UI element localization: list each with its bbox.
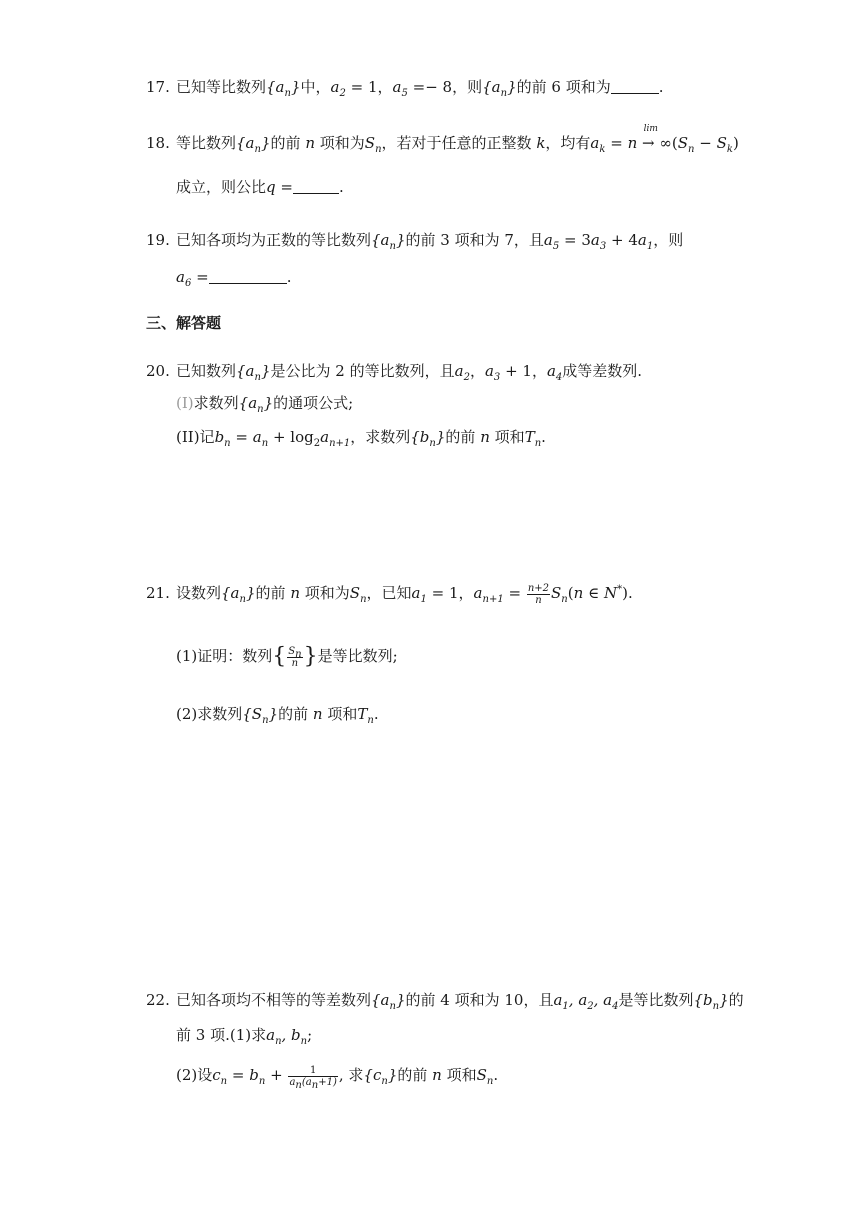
question-18: 18. 等比数列$\{a_n\}$的前 n 项和为$S_n$，若对于任意的正整数 k，均有$a_k$ = lim $n \to \infty(S_n - S_k)$ <box>146 132 739 154</box>
question-22: 22. 已知各项均不相等的等差数列$\{a_n\}$的前 4 项和为 10，且$a_1$, $a_2$, $a_4$是等比数列$\{b_n\}$的 <box>146 991 744 1012</box>
answer-blank <box>293 179 339 194</box>
question-number: 20. <box>146 362 170 380</box>
fraction: $\frac{1}{a_n(a_n+1)}$ <box>289 1064 337 1091</box>
question-number: 22. <box>146 991 170 1009</box>
question-21: 21. 设数列$\{a_n\}$的前 n 项和为$S_n$，已知$a_1 = 1$，$a_{n+1}$ = $\frac{n+2}{n}$ $S_n(n$ ∈ N*). <box>146 582 633 606</box>
question-21-part-1: (1)证明：数列 { $\frac{S_n}{n}$ } 是等比数列; <box>176 644 398 669</box>
question-21-part-2: (2)求数列$\{S_n\}$的前 n 项和$T_n$. <box>176 705 379 726</box>
question-20-part-2: (II)记$b_n = a_n + \log_2a_{n+1}$，求数列$\{b_n\}$的前 n 项和$T_n$. <box>176 428 546 449</box>
part-label: (2)设 <box>176 1066 213 1084</box>
question-18-line-2: 成立，则公比q = . <box>176 178 344 196</box>
answer-blank <box>209 269 287 284</box>
question-20: 20. 已知数列$\{a_n\}$是公比为 2 的等比数列，且$a_2$，$a_3 + 1$，$a_4$成等差数列. <box>146 362 643 383</box>
part-label: (1)证明：数列 <box>176 647 273 665</box>
part-label: (2)求数列 <box>176 705 243 723</box>
question-17: 17. 已知等比数列$\{a_n\}$中，$a_2 = 1$，$a_5 =- 8$，则$\{a_n\}$的前 6 项和为 . <box>146 78 664 99</box>
question-22-line-2: 前 3 项.(1)求$a_n$, $b_n$; <box>176 1026 313 1047</box>
section-title: 三、解答题 <box>146 314 222 332</box>
part-label: (II)记 <box>176 428 215 446</box>
part-label: (I) <box>176 394 194 412</box>
fraction: $\frac{S_n}{n}$ <box>288 645 302 669</box>
part-label: (1)求 <box>229 1026 267 1044</box>
question-number: 21. <box>146 584 170 602</box>
question-22-part-2: (2)设$c_n = b_n$ + $\frac{1}{a_n(a_n+1)}$ , 求$\{c_n\}$的前 n 项和$S_n$. <box>176 1064 499 1091</box>
question-19: 19. 已知各项均为正数的等比数列$\{a_n\}$的前 3 项和为 7，且$a_5 = 3a_3 + 4a_1$，则 <box>146 231 684 252</box>
question-19-line-2: $a_6$ = . <box>176 268 292 289</box>
answer-blank <box>611 79 659 94</box>
question-20-part-1: (I)求数列$\{a_n\}$的通项公式; <box>176 394 354 415</box>
fraction: $\frac{n+2}{n}$ <box>527 582 550 606</box>
lim-label: lim <box>643 124 658 134</box>
question-number: 18. <box>146 134 170 152</box>
question-number: 19. <box>146 231 170 249</box>
question-number: 17. <box>146 78 170 96</box>
